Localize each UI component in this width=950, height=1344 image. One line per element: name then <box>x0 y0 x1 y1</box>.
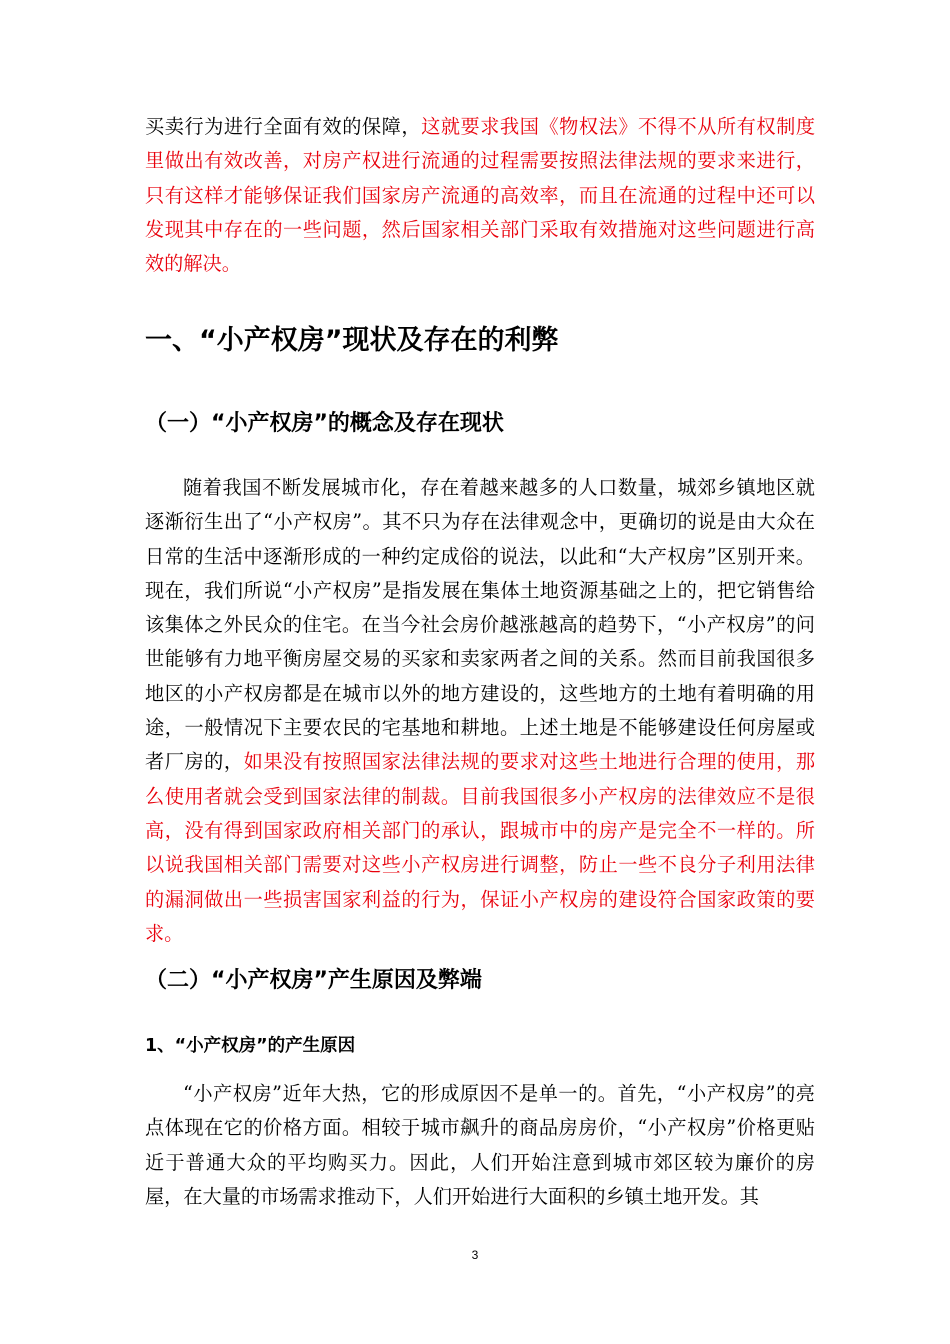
paragraph-intro-highlight: 这就要求我国《物权法》不得不从所有权制度里做出有效改善，对房产权进行流通的过程需要按照法律法规的要求来进行，只有这样才能够保证我们国家房产流通的高效率，而且在流通的过程中还可以发现其中存在的一些问题，然后国家相关部门采取有效措施对这些问题进行高效的解决。 <box>145 115 816 276</box>
paragraph-causes <box>145 1077 815 1214</box>
paragraph-concept <box>145 471 815 951</box>
paragraph-intro <box>145 110 815 281</box>
section-heading-1: 一、“小产权房”现状及存在的利弊 <box>145 325 559 356</box>
subsection-heading-2: （二）“小产权房”产生原因及弊端 <box>145 968 482 993</box>
subsection-heading-1: （一）“小产权房”的概念及存在现状 <box>145 411 504 436</box>
paragraph-causes-text: “小产权房”近年大热，它的形成原因不是单一的。首先，“小产权房”的亮点体现在它的价格方面。相较于城市飙升的商品房房价，“小产权房”价格更贴近于普通大众的平均购买力。因此，人们开始注意到城市郊区较为廉价的房屋，在大量的市场需求推动下，人们开始进行大面积的乡镇土地开发。其 <box>145 1082 815 1208</box>
page-number: 3 <box>471 1248 479 1262</box>
paragraph-concept-highlight: 如果没有按照国家法律法规的要求对这些土地进行合理的使用，那么使用者就会受到国家法律的制裁。目前我国很多小产权房的法律效应不是很高，没有得到国家政府相关部门的承认，跟城市中的房产是完全不一样的。所以说我国相关部门需要对这些小产权房进行调整，防止一些不良分子利用法律的漏洞做出一些损害国家利益的行为，保证小产权房的建设符合国家政策的要求。 <box>145 750 816 945</box>
paragraph-intro-text: 买卖行为进行全面有效的保障， <box>145 115 422 138</box>
paragraph-concept-text: 随着我国不断发展城市化，存在着越来越多的人口数量，城郊乡镇地区就逐渐衍生出了“小产权房”。其不只为存在法律观念中，更确切的说是由大众在日常的生活中逐渐形成的一种约定成俗的说法，以此和“大产权房”区别开来。现在，我们所说“小产权房”是指发展在集体土地资源基础之上的，把它销售给该集体之外民众的住宅。在当今社会房价越涨越高的趋势下，“小产权房”的问世能够有力地平衡房屋交易的买家和卖家两者之间的关系。然而目前我国很多地区的小产权房都是在城市以外的地方建设的，这些地方的土地有着明确的用途，一般情况下主要农民的宅基地和耕地。上述土地是不能够建设任何房屋或者厂房的， <box>145 476 815 774</box>
subsubsection-heading-1: 1、“小产权房”的产生原因 <box>145 1036 356 1056</box>
